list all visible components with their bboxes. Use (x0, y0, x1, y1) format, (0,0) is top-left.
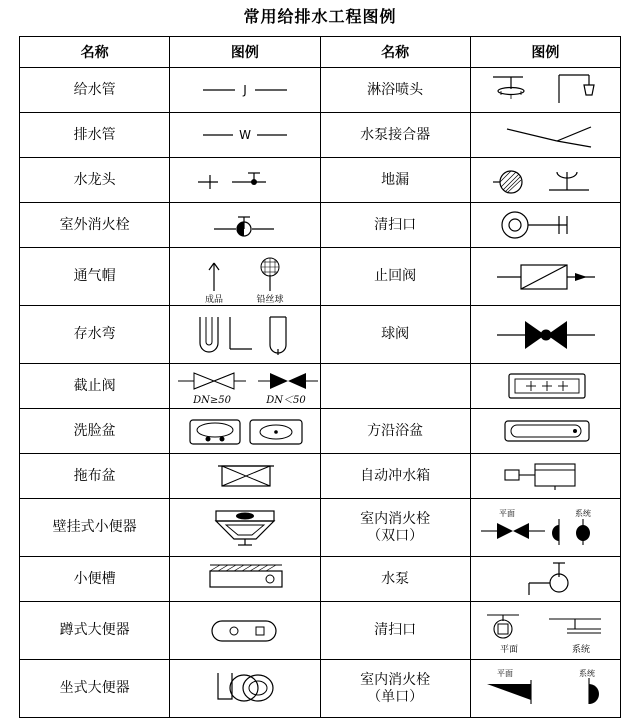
symbol-cell-urinal-trough (170, 557, 320, 602)
svg-text:平面: 平面 (498, 508, 515, 518)
table-row (20, 660, 621, 718)
table-row (20, 602, 621, 660)
table-row (20, 409, 621, 454)
table-header-row (20, 37, 621, 68)
symbol-cell-floor-drain (470, 158, 620, 203)
table-row (20, 113, 621, 158)
symbol-cell-auto-flush-tank (470, 454, 620, 499)
svg-text:系统: 系统 (574, 508, 591, 518)
row-name: 拖布盆 (20, 454, 170, 499)
row-name: 给水管 (20, 68, 170, 113)
row-name: 排水管 (20, 113, 170, 158)
row-name-line1: 室内消火栓 (360, 671, 431, 688)
symbol-cell-pump-connector (470, 113, 620, 158)
row-name: 自动冲水箱 (320, 454, 470, 499)
legend-table (19, 36, 621, 718)
header-symbol-right: 图例 (470, 37, 620, 68)
symbol-cell-supply-pipe (170, 68, 320, 113)
row-name: 水龙头 (20, 158, 170, 203)
table-row (20, 203, 621, 248)
row-name-line2: （双口） (367, 527, 424, 544)
table-row (20, 364, 621, 409)
row-name: 清扫口 (320, 602, 470, 660)
svg-text:平面: 平面 (499, 644, 518, 655)
table-row (20, 68, 621, 113)
symbol-cell-cleanout (470, 203, 620, 248)
symbol-cell-bathtub-top (470, 364, 620, 409)
symbol-cell-shower-head (470, 68, 620, 113)
row-name: 通气帽 (20, 248, 170, 306)
header-symbol-left: 图例 (170, 37, 320, 68)
row-name: 止回阀 (320, 248, 470, 306)
symbol-cell-mop-sink (170, 454, 320, 499)
symbol-cell-globe-valve (170, 364, 320, 409)
row-name (320, 660, 470, 718)
row-name: 洗脸盆 (20, 409, 170, 454)
row-name: 清扫口 (320, 203, 470, 248)
table-row (20, 248, 621, 306)
symbol-cell-seat-toilet (170, 660, 320, 718)
row-name: 球阀 (320, 306, 470, 364)
symbol-cell-squat-toilet (170, 602, 320, 660)
svg-text:系统: 系统 (578, 668, 595, 678)
row-name-line1: 室内消火栓 (360, 510, 431, 527)
row-name: 截止阀 (20, 364, 170, 409)
symbol-cell-washbasin (170, 409, 320, 454)
header-name-left: 名称 (20, 37, 170, 68)
svg-text:J: J (243, 83, 247, 97)
row-name: 水泵接合器 (320, 113, 470, 158)
svg-text:平面: 平面 (496, 668, 513, 678)
svg-text:系统: 系统 (571, 644, 590, 655)
row-name-line2: （单口） (367, 688, 424, 705)
svg-text:DN≥50: DN≥50 (193, 395, 232, 406)
symbol-cell-check-valve (470, 248, 620, 306)
row-name (20, 499, 170, 557)
row-name: 方沿浴盆 (320, 409, 470, 454)
table-row (20, 499, 621, 557)
symbol-cell-drain-pipe (170, 113, 320, 158)
symbol-cell-faucet (170, 158, 320, 203)
symbol-cell-cleanout-2 (470, 602, 620, 660)
row-name-text: 壁挂式小便器 (52, 519, 137, 535)
svg-text:铅丝球: 铅丝球 (256, 294, 284, 305)
svg-text:W: W (238, 128, 251, 142)
svg-text:成品: 成品 (205, 294, 224, 305)
symbol-cell-wall-urinal (170, 499, 320, 557)
symbol-cell-p-trap (170, 306, 320, 364)
row-name: 水泵 (320, 557, 470, 602)
table-row (20, 306, 621, 364)
row-name: 坐式大便器 (20, 660, 170, 718)
row-name: 淋浴喷头 (320, 68, 470, 113)
table-row (20, 454, 621, 499)
row-name (320, 499, 470, 557)
row-name: 小便槽 (20, 557, 170, 602)
row-name (320, 364, 470, 409)
header-name-right: 名称 (320, 37, 470, 68)
svg-text:DN＜50: DN＜50 (266, 395, 306, 406)
symbol-cell-ball-valve (470, 306, 620, 364)
page-title: 常用给排水工程图例 (243, 7, 397, 26)
symbol-cell-square-tub (470, 409, 620, 454)
symbol-cell-vent-cap (170, 248, 320, 306)
table-row (20, 557, 621, 602)
symbol-cell-indoor-hydrant-single (470, 660, 620, 718)
row-name: 蹲式大便器 (20, 602, 170, 660)
row-name: 室外消火栓 (20, 203, 170, 248)
row-name: 地漏 (320, 158, 470, 203)
symbol-cell-indoor-hydrant-double (470, 499, 620, 557)
symbol-cell-outdoor-hydrant (170, 203, 320, 248)
symbol-cell-water-pump (470, 557, 620, 602)
table-row (20, 158, 621, 203)
row-name: 存水弯 (20, 306, 170, 364)
